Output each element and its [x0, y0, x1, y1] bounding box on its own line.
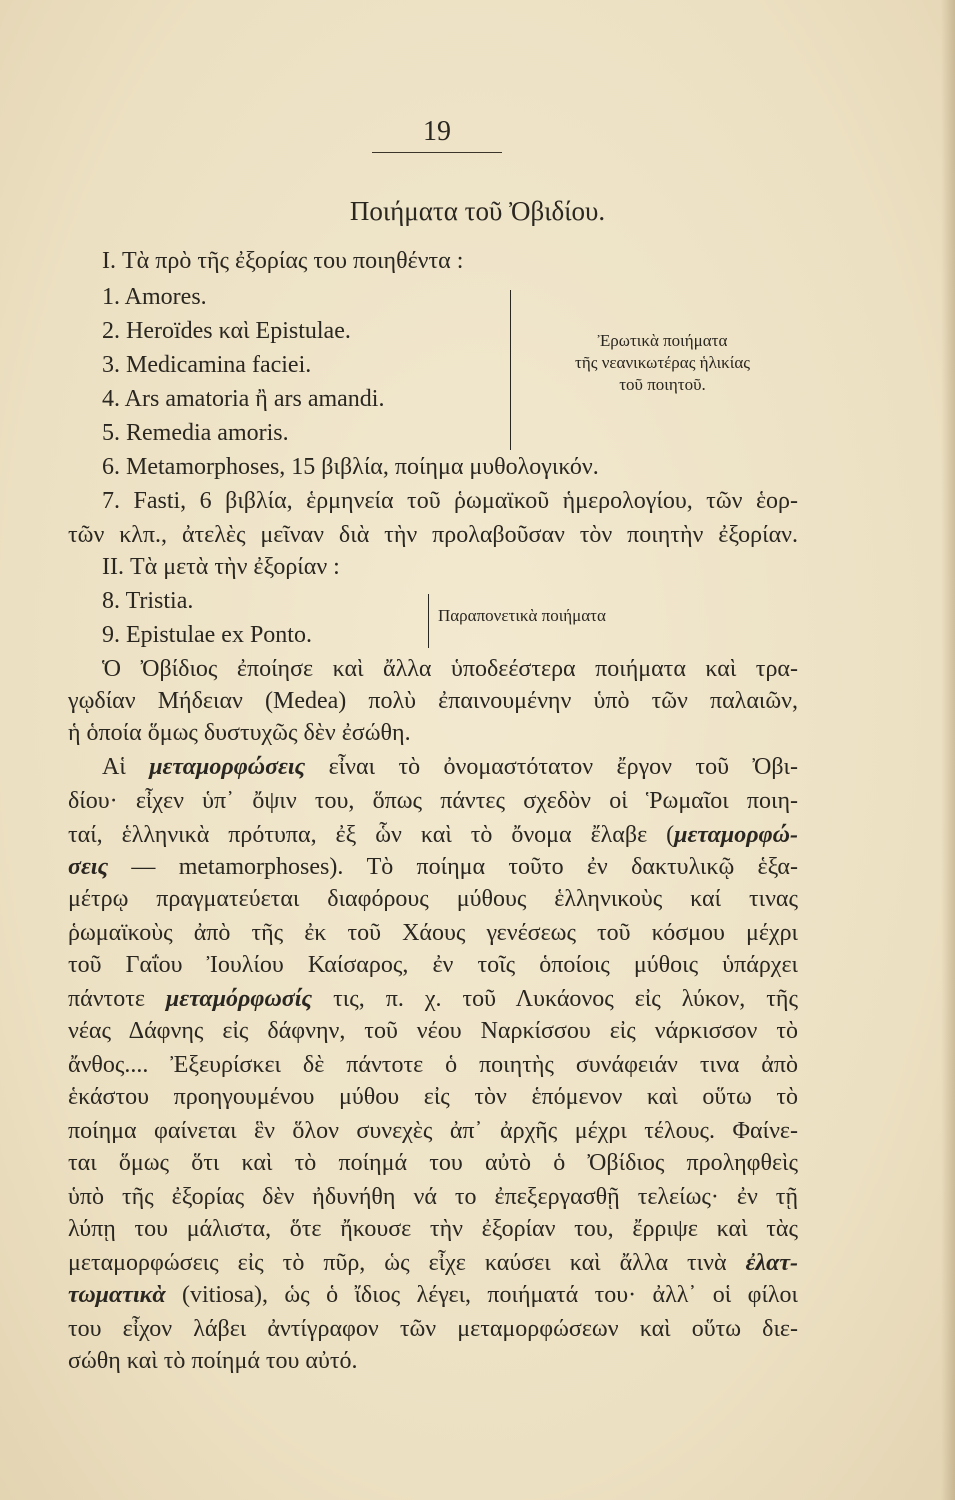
emphasis: μεταμορφώσεις: [149, 754, 306, 780]
side-note-erotic: [520, 330, 805, 396]
paragraph-line: τωματικὰ (vitiosa), ὡς ὁ ἴδιος λέγει, ποιήματά του· ἀλλ᾿ οἱ φίλοι: [68, 1282, 798, 1308]
paragraph-line: σεις — metamorphoses). Τὸ ποίημα τοῦτο ἐν δακτυλικῷ ἑξα-: [68, 854, 798, 880]
list-item-continuation: τῶν κλπ., ἀτελὲς μεῖναν διὰ τὴν προλαβοῦσαν τὸν ποιητὴν ἐξορίαν.: [68, 522, 798, 548]
paragraph-line: σώθη καὶ τὸ ποίημά του αὐτό.: [68, 1348, 358, 1374]
paragraph-line: Αἱ μεταμορφώσεις εἶναι τὸ ὀνομαστότατον ἔργον τοῦ Ὀβι-: [102, 754, 798, 780]
paragraph-line: γῳδίαν Μήδειαν (Medea) πολὺ ἐπαινουμένην ὑπὸ τῶν παλαιῶν,: [68, 688, 798, 714]
bracket-line: [428, 594, 429, 648]
paragraph-line: νέας Δάφνης εἰς δάφνην, τοῦ νέου Ναρκίσσου εἰς νάρκισσον τὸ: [68, 1018, 798, 1044]
list-item: 3. Medicamina faciei.: [102, 352, 312, 378]
paragraph-line: ἄνθος.... Ἐξευρίσκει δὲ πάντοτε ὁ ποιητὴς συνάφειάν τινα ἀπὸ: [68, 1052, 798, 1078]
list-item: 9. Epistulae ex Ponto.: [102, 622, 312, 648]
list-item: 2. Heroïdes καὶ Epistulae.: [102, 318, 351, 344]
paragraph-line: ὑπὸ τῆς ἐξορίας δὲν ἠδυνήθη νά το ἐπεξεργασθῇ τελείως· ἐν τῇ: [68, 1184, 798, 1210]
page-number: 19: [423, 116, 451, 147]
paragraph-line: μέτρῳ πραγματεύεται διαφόρους μύθους ἑλληνικοὺς καί τινας: [68, 886, 798, 912]
list-item: 1. Amores.: [102, 284, 207, 310]
paragraph-line: Ὁ Ὀβίδιος ἐποίησε καὶ ἄλλα ὑποδεέστερα ποιήματα καὶ τρα-: [102, 656, 798, 682]
paragraph-line: λύπῃ του μάλιστα, ὅτε ἤκουσε τὴν ἐξορίαν του, ἔρριψε καὶ τὰς: [68, 1216, 798, 1242]
paragraph-line: δίου· εἶχεν ὑπ᾿ ὄψιν του, ὅπως πάντες σχεδὸν οἱ Ῥωμαῖοι ποιη-: [68, 788, 798, 814]
list-item: 7. Fasti, 6 βιβλία, ἑρμηνεία τοῦ ῥωμαϊκοῦ ἡμερολογίου, τῶν ἑορ-: [102, 488, 798, 514]
paragraph-line: τοῦ Γαΐου Ἰουλίου Καίσαρος, ἐν τοῖς ὁποίοις μύθοις ὑπάρχει: [68, 952, 798, 978]
emphasis: μεταμορφώ-: [674, 822, 798, 848]
paragraph-line: μεταμορφώσεις εἰς τὸ πῦρ, ὡς εἶχε καύσει καὶ ἄλλα τινὰ ἐλατ-: [68, 1250, 798, 1276]
paragraph-line: ἡ ὁποία ὅμως δυστυχῶς δὲν ἐσώθη.: [68, 720, 411, 746]
part1-heading: I. Τὰ πρὸ τῆς ἐξορίας του ποιηθέντα :: [102, 248, 464, 274]
paragraph-line: πάντοτε μεταμόρφωσίς τις, π. χ. τοῦ Λυκάονος εἰς λύκον, τῆς: [68, 986, 798, 1012]
paragraph-line: του εἶχον λάβει ἀντίγραφον τῶν μεταμορφώσεων καὶ οὕτω διε-: [68, 1316, 798, 1342]
emphasis: σεις: [68, 854, 109, 880]
paragraph-line: ἑκάστου προηγουμένου μύθου εἰς τὸν ἑπόμενον καὶ οὕτω τὸ: [68, 1084, 798, 1110]
emphasis: ἐλατ-: [745, 1250, 798, 1276]
bracket-line: [510, 290, 511, 450]
side-note-line: Ἐρωτικὰ ποιήματα: [597, 331, 728, 350]
side-note-line: τῆς νεανικωτέρας ἡλικίας: [575, 353, 750, 372]
emphasis: μεταμόρφωσίς: [165, 986, 313, 1012]
page-title: Ποιήματα τοῦ Ὀβιδίου.: [349, 196, 606, 226]
paragraph-line: ποίημα φαίνεται ἓν ὅλον συνεχὲς ἀπ᾿ ἀρχῆς μέχρι τέλους. Φαίνε-: [68, 1118, 798, 1144]
paragraph-line: ται ὅμως ὅτι καὶ τὸ ποίημά του αὐτὸ ὁ Ὀβίδιος προληφθεὶς: [68, 1150, 798, 1176]
emphasis: τωματικὰ: [68, 1282, 166, 1308]
list-item: 6. Metamorphoses, 15 βιβλία, ποίημα μυθολογικόν.: [102, 454, 599, 480]
list-item: 8. Tristia.: [102, 588, 194, 614]
paragraph-line: ῥωμαϊκοὺς ἀπὸ τῆς ἐκ τοῦ Χάους γενέσεως τοῦ κόσμου μέχρι: [68, 920, 798, 946]
list-item: 5. Remedia amoris.: [102, 420, 289, 446]
part2-heading: II. Τὰ μετὰ τὴν ἐξορίαν :: [102, 554, 340, 580]
page-number-rule: [372, 152, 502, 153]
paragraph-line: ταί, ἑλληνικὰ πρότυπα, ἐξ ὧν καὶ τὸ ὄνομα ἔλαβε (μεταμορφώ-: [68, 822, 798, 848]
side-note-line: τοῦ ποιητοῦ.: [619, 375, 706, 394]
list-item: 4. Ars amatoria ἢ ars amandi.: [102, 386, 385, 412]
side-note-lament: Παραπονετικὰ ποιήματα: [438, 606, 606, 625]
